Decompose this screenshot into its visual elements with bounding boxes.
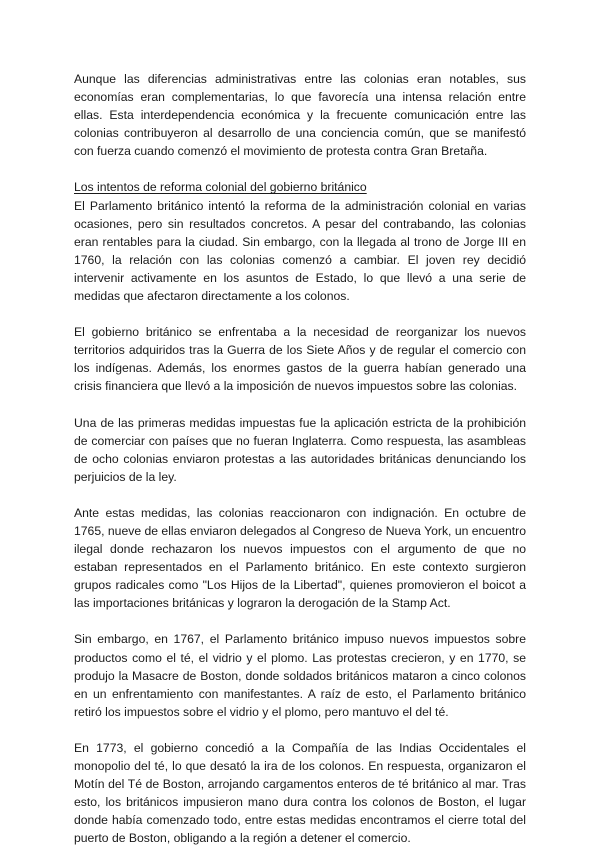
reform-section	[74, 178, 526, 847]
paragraph-trade-prohibition: Una de las primeras medidas impuestas fue la aplicación estricta de la prohibición de comerciar con países que no fueran Inglaterra. Como respuesta, las asambleas de ocho colonias enviaron protestas a las autoridades británicas denunciando los perjuicios de la ley.	[74, 415, 526, 484]
paragraph-new-taxes: Sin embargo, en 1767, el Parlamento británico impuso nuevos impuestos sobre productos como el té, el vidrio y el plomo. Las protestas crecieron, y en 1770, se produjo la Masacre de Boston, donde soldados británicos mataron a cinco colonos en un enfrentamiento con manifestantes. A raíz de esto, el Parlamento británico retiró los impuestos sobre el vidrio y el plomo, pero mantuvo el del té.	[74, 632, 526, 719]
intro-paragraph: Aunque las diferencias administrativas entre las colonias eran notables, sus economías eran complementarias, lo que favorecía una intensa relación entre ellas. Esta interdependencia económica y la frecuente comunicación entre las colonias contribuyeron al desarrollo de una conciencia común, que se manifestó con fuerza cuando comenzó el movimiento de protesta contra Gran Bretaña.	[74, 72, 526, 159]
section-heading: Los intentos de reforma colonial del gobierno británico	[74, 180, 367, 195]
paragraph-tea-party: En 1773, el gobierno concedió a la Compañía de las Indias Occidentales el monopolio del té, lo que desató la ira de los colonos. En respuesta, organizaron el Motín del Té de Boston, arrojando cargamentos enteros de té británico al mar. Tras esto, los británicos impusieron mano dura contra los colonos de Boston, el lugar donde había comenzado todo, entre estas medidas encontramos el cierre total del puerto de Boston, obligando a la región a detener el comercio.	[74, 740, 526, 846]
paragraph-parliament-reform: El Parlamento británico intentó la reforma de la administración colonial en varias ocasiones, pero sin resultados concretos. A pesar del contrabando, las colonias eran rentables para la ciudad. Sin embargo, con la llegada al trono de Jorge III en 1760, la relación con las colonias comenzó a cambiar. El joven rey decidió intervenir activamente en los asuntos de Estado, lo que llevó a una serie de medidas que afectaron directamente a los colonos.	[74, 198, 526, 304]
paragraph-reorganization: El gobierno británico se enfrentaba a la necesidad de reorganizar los nuevos territorios adquiridos tras la Guerra de los Siete Años y de regular el comercio con los indígenas. Además, los enormes gastos de la guerra habían generado una crisis financiera que llevó a la imposición de nuevos impuestos sobre las colonias.	[74, 325, 526, 394]
paragraph-colonial-reaction: Ante estas medidas, las colonias reaccionaron con indignación. En octubre de 1765, nueve de ellas enviaron delegados al Congreso de Nueva York, un encuentro ilegal donde rechazaron los nuevos impuestos con el argumento de que no estaban representados en el Parlamento británico. En este contexto surgieron grupos radicales como "Los Hijos de la Libertad", quienes promovieron el boicot a las importaciones británicas y lograron la derogación de la Stamp Act.	[74, 505, 526, 611]
document-page	[74, 70, 526, 847]
